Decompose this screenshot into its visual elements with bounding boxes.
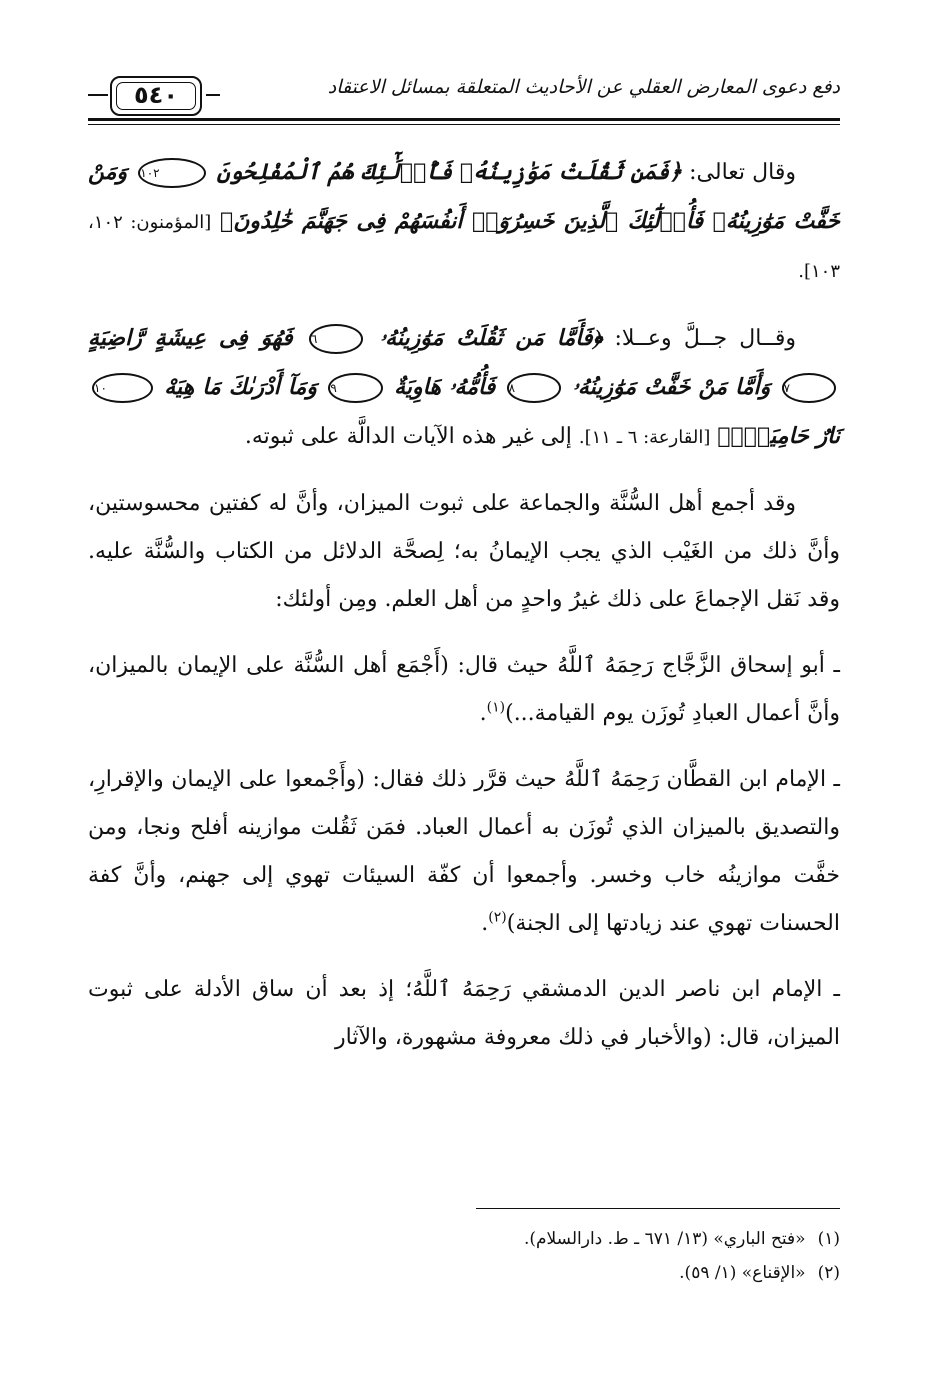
quran-verse: ﴿فَمَن ثَقُلَتْ مَوَٰزِينُهُۥ فَأُو۟لَٰٓئِكَ هُمُ ٱلْمُفْلِحُونَ — [216, 159, 683, 185]
quote-text: ـ أبو إسحاق الزَّجَّاج رَحِمَهُ ٱللَّهُ حيث قال: (أَجْمَع أهل السُّنَّة على الإيمان بالميزان، وأنَّ أعمال العبادِ تُوزَن يوم القيامة...) — [88, 653, 840, 726]
footnote-reference: (٢) — [488, 909, 507, 926]
footnote-text: «فتح الباري» (١٣/ ٦٧١ ـ ط. دارالسلام). — [523, 1229, 806, 1249]
footnote-number: (٢) — [817, 1263, 840, 1283]
period: . — [481, 911, 489, 936]
quran-verse: وَمَنْ خَفَّتْ مَوَٰزِينُهُۥ فَأُو۟لَٰٓئِكَ ٱلَّذِينَ خَسِرُوٓا۟ أَنفُسَهُمْ فِى جَهَنَّمَ خَٰلِدُونَ﴾ — [88, 159, 840, 234]
footnote-text: «الإقناع» (١/ ٥٩). — [679, 1263, 806, 1283]
footnote-2 — [88, 1256, 840, 1290]
footnote-separator — [476, 1208, 840, 1209]
header-rule-thin — [88, 124, 840, 125]
paragraph-ibn-qattan — [88, 756, 840, 948]
footnote-1 — [88, 1222, 840, 1256]
verse-number-marker: ١٠٢ — [138, 158, 205, 188]
page-number: ٥٤٠ — [134, 81, 178, 109]
quran-verse: وَأَمَّا مَنْ خَفَّتْ مَوَٰزِينُهُۥ — [572, 374, 771, 400]
quran-verse: ﴿فَأَمَّا مَن ثَقُلَتْ مَوَٰزِينُهُۥ — [379, 325, 603, 351]
verse-number-marker: ٨ — [507, 373, 561, 403]
verse-number-marker: ٩ — [328, 373, 382, 403]
paragraph-quran-muminun — [88, 148, 840, 296]
verse-number-marker: ٦ — [309, 324, 363, 354]
footnote-number: (١) — [817, 1229, 840, 1249]
quote-text: ـ الإمام ابن القطَّان رَحِمَهُ ٱللَّهُ حيث قرَّر ذلك فقال: (وأَجْمعوا على الإيمان والإقرارِ، والتصديق بالميزان الذي تُوزَن به أعمال العباد. فمَن ثَقُلت موازينه أفلح ونجا، ومن خفَّت موازينُه خاب وخسر. وأجمعوا أن كفّة السيئات تهوي إلى جهنم، وأنَّ كفة الحسنات تهوي عند زيادتها إلى الجنة) — [88, 767, 840, 936]
running-title: دفع دعوى المعارض العقلي عن الأحاديث المتعلقة بمسائل الاعتقاد — [327, 76, 840, 98]
verse-number-marker: ٧ — [782, 373, 836, 403]
intro-text: وقــال جــلَّ وعــلا: — [602, 326, 797, 351]
paragraph-tail: إلى غير هذه الآيات الدالَّة على ثبوته. — [244, 424, 579, 449]
paragraph-ibn-nasir: ـ الإمام ابن ناصر الدين الدمشقي رَحِمَهُ ٱللَّهُ؛ إذ بعد أن ساق الأدلة على ثبوت الميزان، قال: (والأخبار في ذلك معروفة مشهورة، والآثار — [88, 977, 840, 1050]
quran-reference: [القارعة: ٦ ـ ١١]. — [578, 427, 711, 448]
page-header — [88, 72, 840, 120]
paragraph-quran-qariah — [88, 314, 840, 462]
quran-verse: فَأُمُّهُۥ هَاوِيَةٌ — [394, 374, 496, 400]
quran-verse: فَهُوَ فِى عِيشَةٍ رَّاضِيَةٍ — [88, 325, 293, 351]
footnote-reference: (١) — [486, 699, 506, 716]
verse-number-marker: ١٠ — [92, 373, 153, 403]
period: . — [479, 701, 487, 726]
paragraph-zajjaj — [88, 642, 840, 738]
intro-text: وقال تعالى: — [682, 160, 796, 185]
footnotes — [88, 1222, 840, 1290]
header-ornament-left — [88, 94, 108, 96]
main-text — [88, 148, 840, 1080]
quran-reference: [المؤمنون: ١٠٢، ١٠٣]. — [88, 212, 840, 282]
page-number-frame — [110, 76, 202, 116]
quran-verse: وَمَآ أَدْرَىٰكَ مَا هِيَهْ — [164, 374, 318, 400]
header-ornament-right — [206, 94, 220, 96]
paragraph-consensus: وقد أجمع أهل السُّنَّة والجماعة على ثبوت الميزان، وأنَّ له كفتين محسوستين، وأنَّ ذلك من الغَيْب الذي يجب الإيمانُ به؛ لِصحَّة الدلائل من الكتاب والسُّنَّة عليه. وقد نَقل الإجماعَ على ذلك غيرُ واحدٍ من أهل العلم. ومِن أولئك: — [88, 491, 840, 612]
header-rule-thick — [88, 118, 840, 121]
quran-verse: نَارٌ حَامِيَةٌۢ﴾ — [717, 423, 840, 449]
